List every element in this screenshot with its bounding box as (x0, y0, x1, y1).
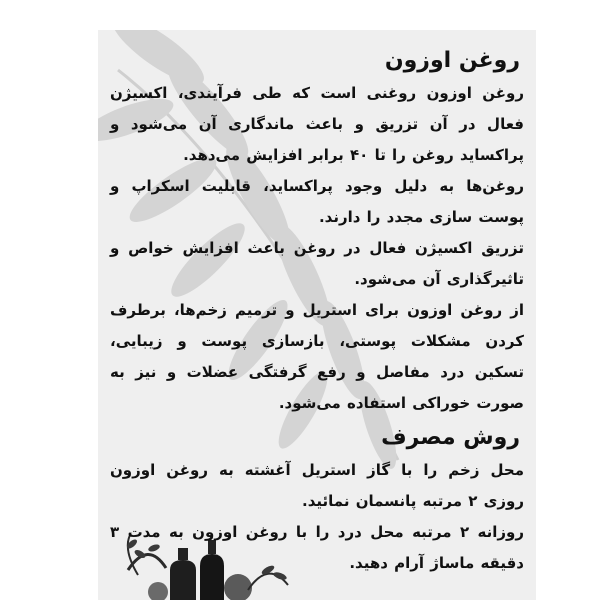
article-title: روغن اوزون (384, 48, 520, 73)
usage-wound: محل زخم را با گاز استریل آغشته به روغن اوزون روزی ۲ مرتبه پانسمان نمائید. (110, 461, 524, 510)
paragraph-oxygen-injection: تزریق اکسیژن فعال در روغن باعث افزایش خواص و تاثیرگذاری آن می‌شود. (110, 239, 524, 288)
usage-title: روش مصرف (381, 425, 520, 450)
article-content (110, 44, 524, 579)
paragraph-definition: روغن اوزون روغنی است که طی فرآیندی، اکسیژن فعال در آن تزریق و باعث ماندگاری آن می‌شود و پراکساید روغن را تا ۴۰ برابر افزایش می‌دهد. (110, 84, 524, 164)
document-page (98, 30, 536, 600)
paragraph-peroxide: روغن‌ها به دلیل وجود پراکساید، قابلیت اسکراپ و پوست سازی مجدد را دارند. (110, 177, 524, 226)
paragraph-uses: از روغن اوزون برای استریل و ترمیم زخم‌ها، برطرف کردن مشکلات پوستی، بازسازی پوست و زیبایی، تسکین درد مفاصل و رفع گرفتگی عضلات و نیز به صورت خوراکی استفاده می‌شود. (110, 301, 524, 412)
usage-massage: روزانه ۲ مرتبه محل درد را با روغن اوزون به مدت ۳ دقیقه ماساژ آرام دهید. (110, 523, 524, 572)
